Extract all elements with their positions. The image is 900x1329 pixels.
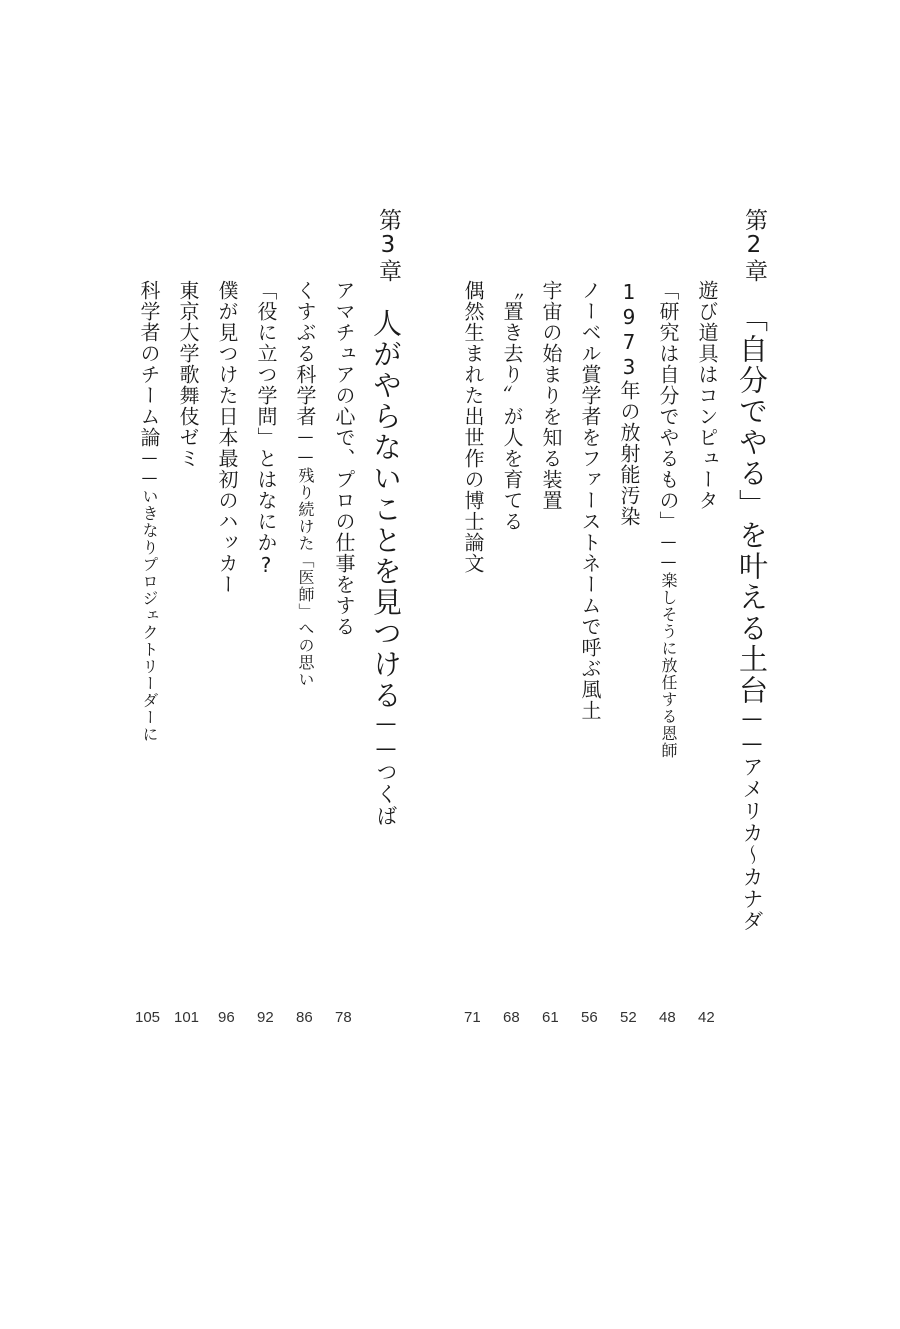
toc-entry[interactable] xyxy=(463,280,483,574)
toc-entry-title: 東京大学歌舞伎ゼミ xyxy=(176,280,200,469)
toc-entry[interactable] xyxy=(502,280,522,532)
page-number: 68 xyxy=(503,1009,520,1026)
chapter-2-subtitle: ——アメリカ〜カナダ xyxy=(740,706,764,932)
page-number: 52 xyxy=(620,1009,637,1026)
toc-entry[interactable] xyxy=(295,280,315,688)
toc-entry[interactable] xyxy=(541,280,561,511)
page-number: 101 xyxy=(174,1009,200,1026)
chapter-3-title: 人がやらないことを見つける xyxy=(369,308,403,711)
toc-entry-title: ノーベル賞学者をファーストネームで呼ぶ風土 xyxy=(578,280,602,721)
toc-entry[interactable] xyxy=(658,280,678,759)
chapter-3-subtitle: ——つくば xyxy=(374,711,398,827)
toc-entry-title: 1973年の放射能汚染 xyxy=(617,280,641,527)
page-number: 71 xyxy=(464,1009,481,1026)
toc-entry-title: アマチュアの心で、プロの仕事をする xyxy=(332,280,356,637)
toc-entry-subtitle: ——楽しそうに放任する恩師 xyxy=(659,532,678,759)
toc-entry[interactable] xyxy=(580,280,600,721)
toc-entry-title: 僕が見つけた日本最初のハッカー xyxy=(215,280,239,595)
toc-entry-subtitle: ——いきなりプロジェクトリーダーに xyxy=(140,448,159,743)
chapter-2-label: 第2章 xyxy=(741,208,767,283)
page-number: 56 xyxy=(581,1009,598,1026)
toc-entry-title: 「研究は自分でやるもの」 xyxy=(656,280,680,532)
page-number: 42 xyxy=(698,1009,715,1026)
toc-entry[interactable] xyxy=(697,280,717,511)
chapter-2-title: 「自分でやる」を叶える土台 xyxy=(735,303,769,706)
toc-entry-title: 偶然生まれた出世作の博士論文 xyxy=(461,280,485,574)
chapter-2-heading xyxy=(735,303,769,932)
page-number: 92 xyxy=(257,1009,274,1026)
toc-entry[interactable] xyxy=(217,280,237,595)
toc-entry-title: 宇宙の始まりを知る装置 xyxy=(539,280,563,511)
page-number: 105 xyxy=(135,1009,161,1026)
page-number: 61 xyxy=(542,1009,559,1026)
page-number: 48 xyxy=(659,1009,676,1026)
toc-entry-title: 科学者のチーム論 xyxy=(137,280,161,448)
toc-entry-subtitle: ——残り続けた「医師」への思い xyxy=(296,427,315,688)
toc-entry-title: 〝置き去り〟が人を育てる xyxy=(500,280,524,532)
toc-entry[interactable] xyxy=(334,280,354,637)
page-number: 78 xyxy=(335,1009,352,1026)
toc-entry[interactable] xyxy=(178,280,198,469)
chapter-3-heading xyxy=(369,308,403,827)
toc-entry-title: くすぶる科学者 xyxy=(293,280,317,427)
page-number: 86 xyxy=(296,1009,313,1026)
toc-entry-title: 遊び道具はコンピュータ xyxy=(695,280,719,511)
toc-entry[interactable] xyxy=(619,280,639,527)
page-number: 96 xyxy=(218,1009,235,1026)
toc-entry[interactable] xyxy=(256,280,276,578)
toc-entry-title: 「役に立つ学問」とはなにか? xyxy=(254,280,278,578)
toc-entry[interactable] xyxy=(139,280,159,743)
chapter-3-label: 第3章 xyxy=(375,208,401,283)
